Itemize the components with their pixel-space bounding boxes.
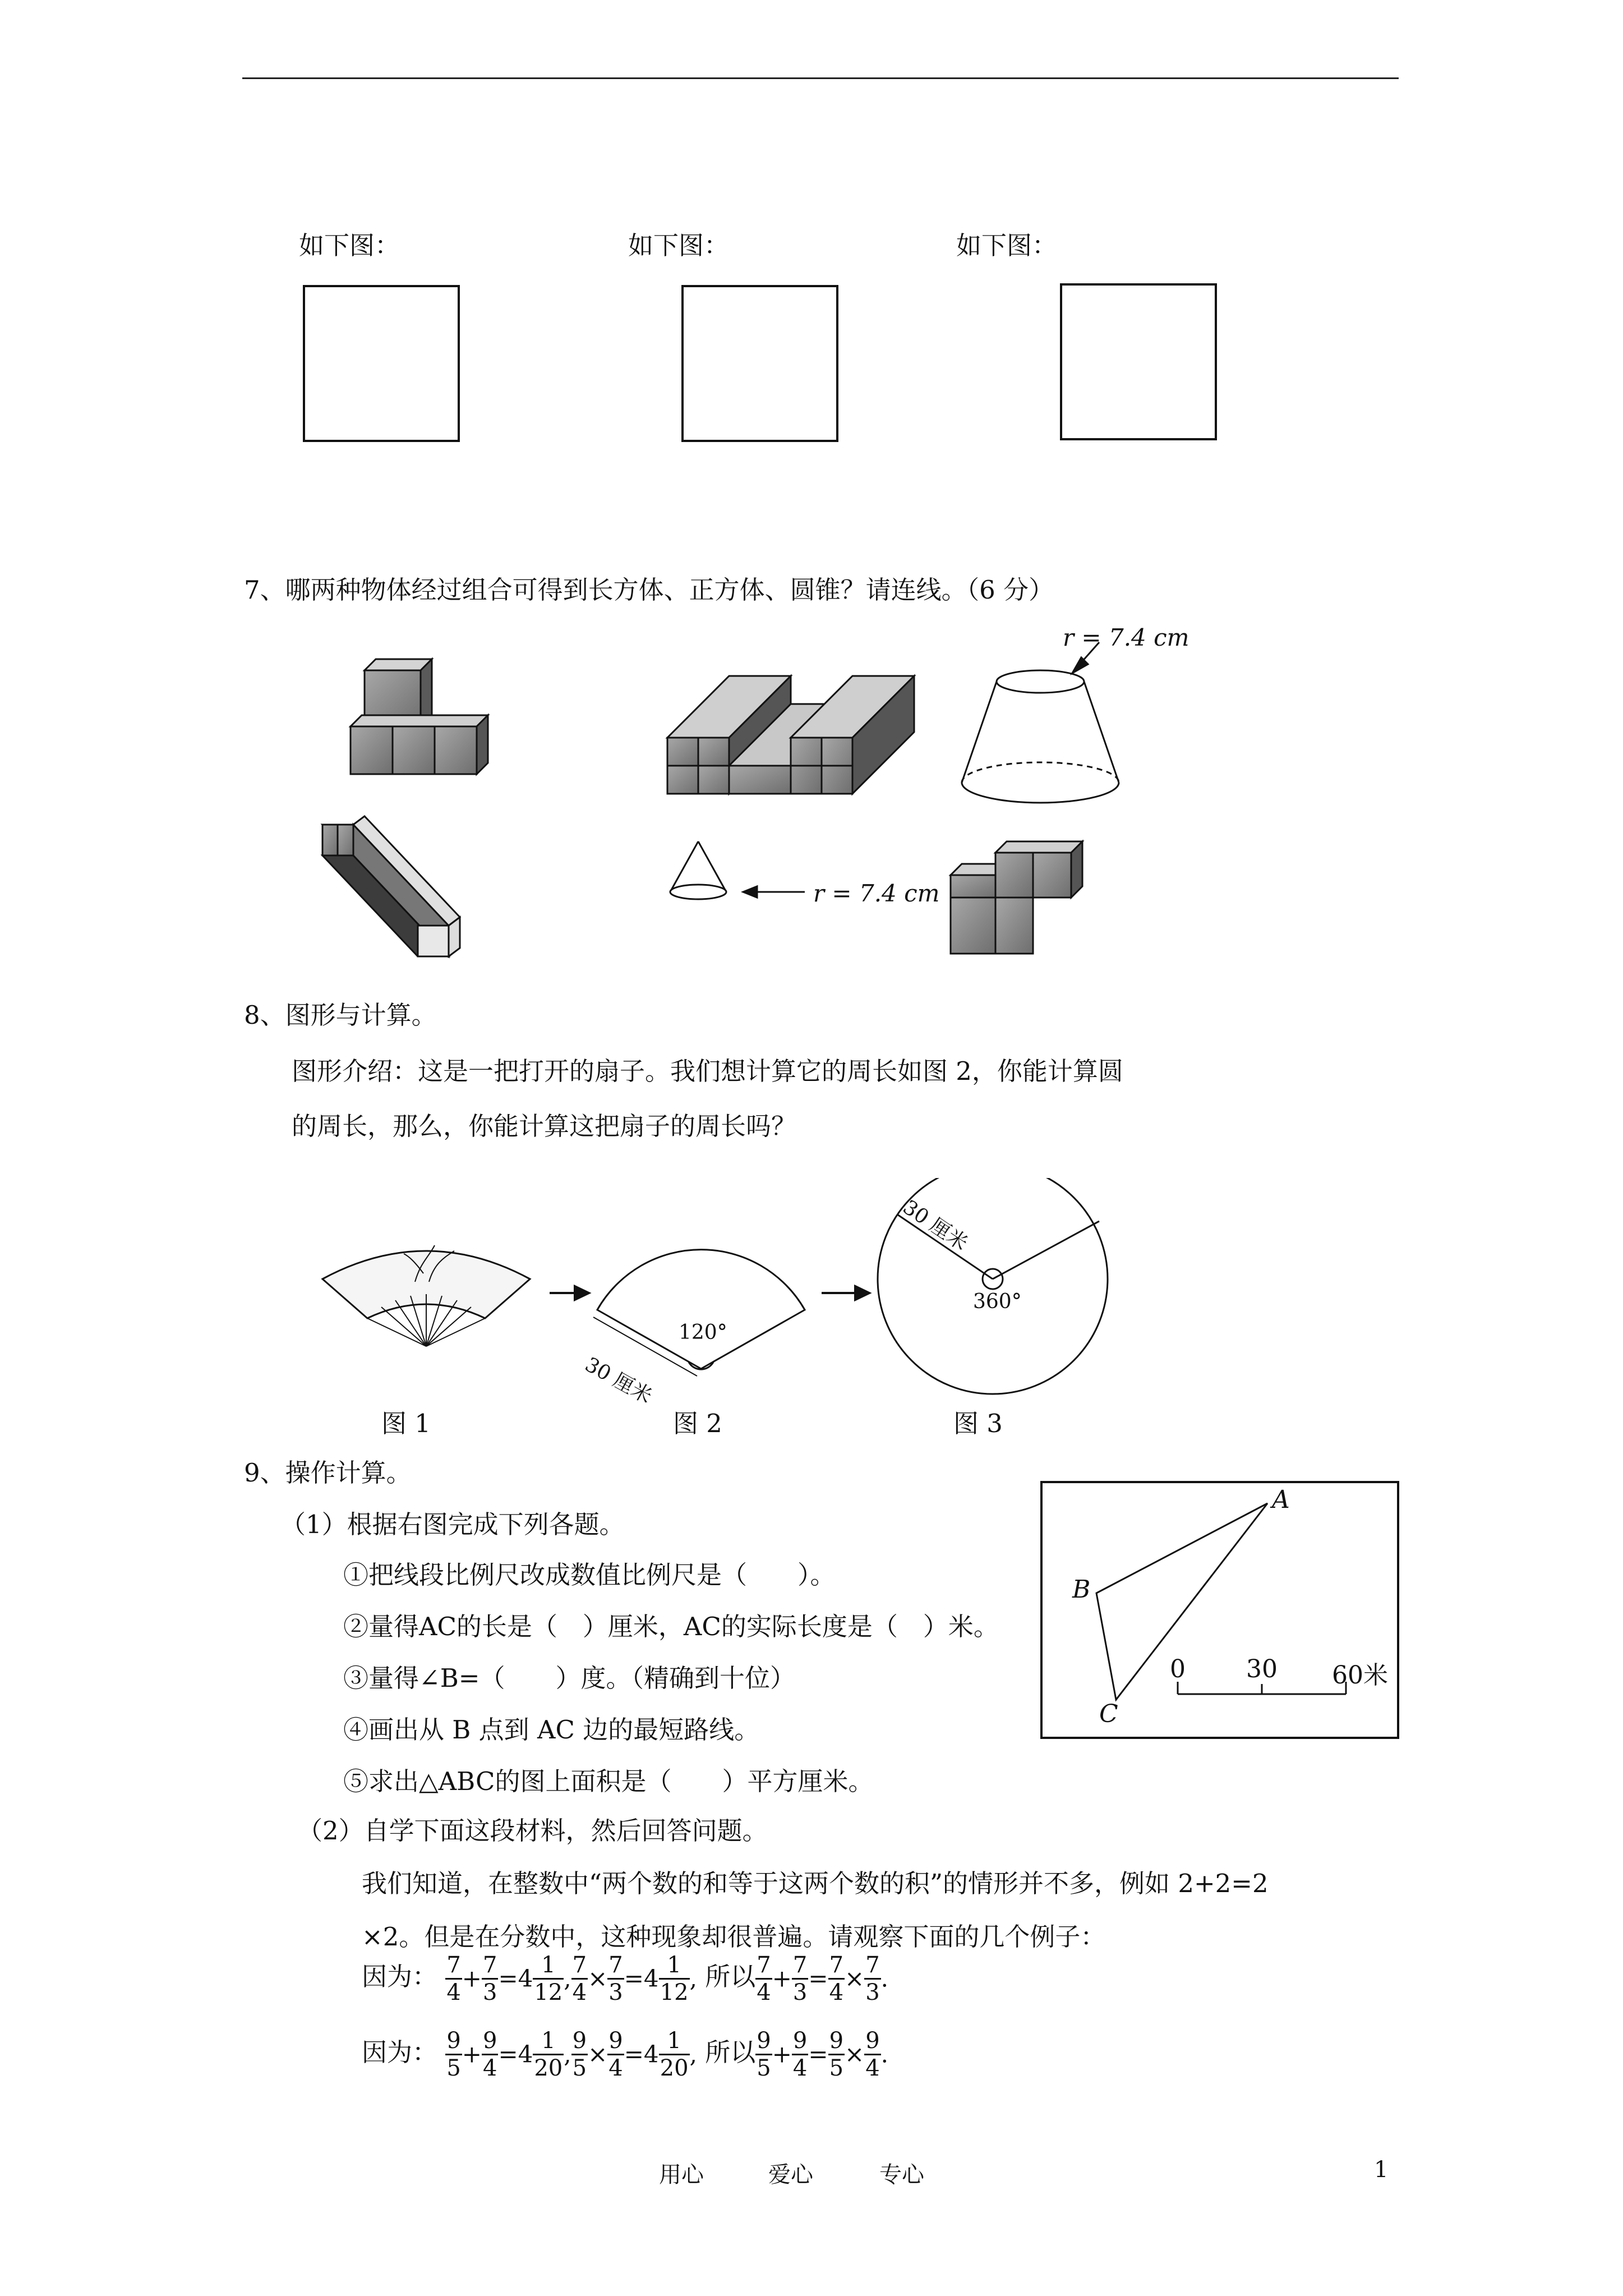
fraction: $\frac{9}{4}$: [865, 2028, 880, 2081]
footer-item-3: 专心: [879, 2162, 924, 2188]
long-bars-shape[interactable]: [667, 676, 914, 794]
fraction: $\frac{1}{12}$: [660, 1952, 689, 2005]
fraction: $\frac{7}{4}$: [757, 1952, 771, 2005]
fraction: $\frac{9}{5}$: [572, 2028, 587, 2081]
because-label: 因为：: [362, 1962, 438, 1991]
answer-box-1[interactable]: [303, 285, 460, 442]
fraction: $\frac{7}{3}$: [865, 1952, 880, 2005]
fraction: $\frac{9}{4}$: [482, 2028, 497, 2081]
arrow-icon: [822, 1286, 869, 1300]
fig2-radius-label: 30 厘米: [581, 1352, 656, 1409]
fraction: $\frac{9}{5}$: [829, 2028, 844, 2081]
q9-item-4: ④画出从 B 点到 AC 边的最短路线。: [343, 1715, 760, 1745]
fraction: $\frac{9}{4}$: [608, 2028, 623, 2081]
bar-shape[interactable]: [322, 816, 460, 956]
l-cubes-shape[interactable]: [951, 841, 1082, 954]
answer-label-1: 如下图：: [299, 231, 400, 260]
fraction: $\frac{7}{4}$: [572, 1952, 587, 2005]
q8-figures: [314, 1178, 1380, 1430]
answer-label-3: 如下图：: [956, 231, 1058, 260]
q9-part1-title: （1）根据右图完成下列各题。: [280, 1510, 625, 1539]
fig3-caption: 图 3: [953, 1409, 1003, 1438]
q8-line-1: 图形介绍：这是一把打开的扇子。我们想计算它的周长如图 2，你能计算圆: [292, 1056, 1123, 1086]
fig3-angle-label: 360°: [973, 1290, 1022, 1313]
q9-title: 9、操作计算。: [244, 1458, 412, 1488]
stacked-cubes-shape[interactable]: [351, 659, 488, 774]
q9-item-3: ③量得∠B=（ ）度。（精确到十位）: [343, 1663, 795, 1693]
q8-title: 8、图形与计算。: [244, 1000, 437, 1030]
fig2-caption: 图 2: [673, 1409, 722, 1438]
fig2-angle-label: 120°: [679, 1321, 727, 1344]
answer-box-3[interactable]: [1060, 283, 1217, 440]
small-cone-shape[interactable]: [670, 841, 726, 899]
fraction: $\frac{9}{4}$: [792, 2028, 808, 2081]
q9-item-5: ⑤求出△ABC的图上面积是（ ）平方厘米。: [343, 1766, 874, 1796]
because-label: 因为：: [362, 2037, 438, 2067]
fig3-radius-label: 30 厘米: [898, 1195, 972, 1255]
header-rule: [242, 77, 1399, 79]
fan-picture: [322, 1245, 530, 1346]
truncated-cone-shape[interactable]: [962, 670, 1119, 803]
fraction: $\frac{1}{20}$: [660, 2028, 689, 2081]
so-label: 所以: [705, 1962, 756, 1991]
fig1-caption: 图 1: [381, 1409, 431, 1438]
vertex-b-label: B: [1072, 1575, 1091, 1604]
arrow-icon: [550, 1286, 589, 1300]
scale-tick-0: 0: [1170, 1655, 1186, 1683]
footer-item-2: 爱心: [768, 2162, 813, 2188]
q7-radius-top-label: r = 7.4 cm: [1063, 624, 1189, 651]
vertex-a-label: A: [1272, 1485, 1290, 1514]
scale-tick-60: 60米: [1332, 1661, 1388, 1690]
so-label: 所以: [705, 2037, 756, 2067]
fraction: $\frac{7}{3}$: [608, 1952, 623, 2005]
scale-tick-30: 30: [1246, 1655, 1278, 1683]
q7-title: 7、哪两种物体经过组合可得到长方体、正方体、圆锥？请连线。（6 分）: [244, 575, 1054, 605]
fraction: $\frac{7}{4}$: [829, 1952, 844, 2005]
q9-item-2: ②量得AC的长是（ ）厘米，AC的实际长度是（ ）米。: [343, 1612, 999, 1641]
q8-line-2: 的周长，那么，你能计算这把扇子的周长吗？: [292, 1111, 797, 1141]
vertex-c-label: C: [1099, 1700, 1118, 1728]
fraction: $\frac{9}{5}$: [757, 2028, 771, 2081]
triangle-figure: [1040, 1481, 1399, 1739]
fraction: $\frac{9}{5}$: [446, 2028, 461, 2081]
footer-item-1: 用心: [659, 2162, 704, 2188]
fraction: $\frac{1}{12}$: [534, 1952, 563, 2005]
q9-part2-title: （2）自学下面这段材料，然后回答问题。: [297, 1816, 768, 1846]
fraction: $\frac{7}{4}$: [446, 1952, 461, 2005]
q9-part2-line-2: ×2。但是在分数中，这种现象却很普遍。请观察下面的几个例子：: [362, 1922, 1106, 1952]
answer-box-2[interactable]: [681, 285, 838, 442]
fraction: $\frac{7}{3}$: [482, 1952, 497, 2005]
answer-label-2: 如下图：: [628, 231, 730, 260]
example-2: 因为： $\frac{9}{5}$ + $\frac{9}{4}$ =4 $\frac{1}{20}$ , $\frac{9}{5}$ × $\frac{9}{4}$ =4 $\frac{1}{20}$ , 所以 $\frac{9}{5}$ + $\frac{9}{4}$ = $\frac{9}{5}$ × $\frac{9}{4}$ .: [362, 2028, 889, 2081]
q9-item-1: ①把线段比例尺改成数值比例尺是（ ）。: [343, 1560, 836, 1590]
fraction: $\frac{7}{3}$: [792, 1952, 808, 2005]
page-number: 1: [1374, 2157, 1389, 2183]
example-1: 因为： $\frac{7}{4}$ + $\frac{7}{3}$ =4 $\frac{1}{12}$ , $\frac{7}{4}$ × $\frac{7}{3}$ =4 $\frac{1}{12}$ , 所以 $\frac{7}{4}$ + $\frac{7}{3}$ = $\frac{7}{4}$ × $\frac{7}{3}$ .: [362, 1952, 889, 2005]
fraction: $\frac{1}{20}$: [534, 2028, 563, 2081]
q9-part2-line-1: 我们知道，在整数中“两个数的和等于这两个数的积”的情形并不多，例如 2+2=2: [362, 1869, 1269, 1898]
arrow-icon: [743, 886, 805, 898]
sector-diagram: [593, 1250, 805, 1376]
q7-radius-bottom-label: r = 7.4 cm: [813, 880, 940, 907]
q7-figures: [292, 611, 1245, 970]
